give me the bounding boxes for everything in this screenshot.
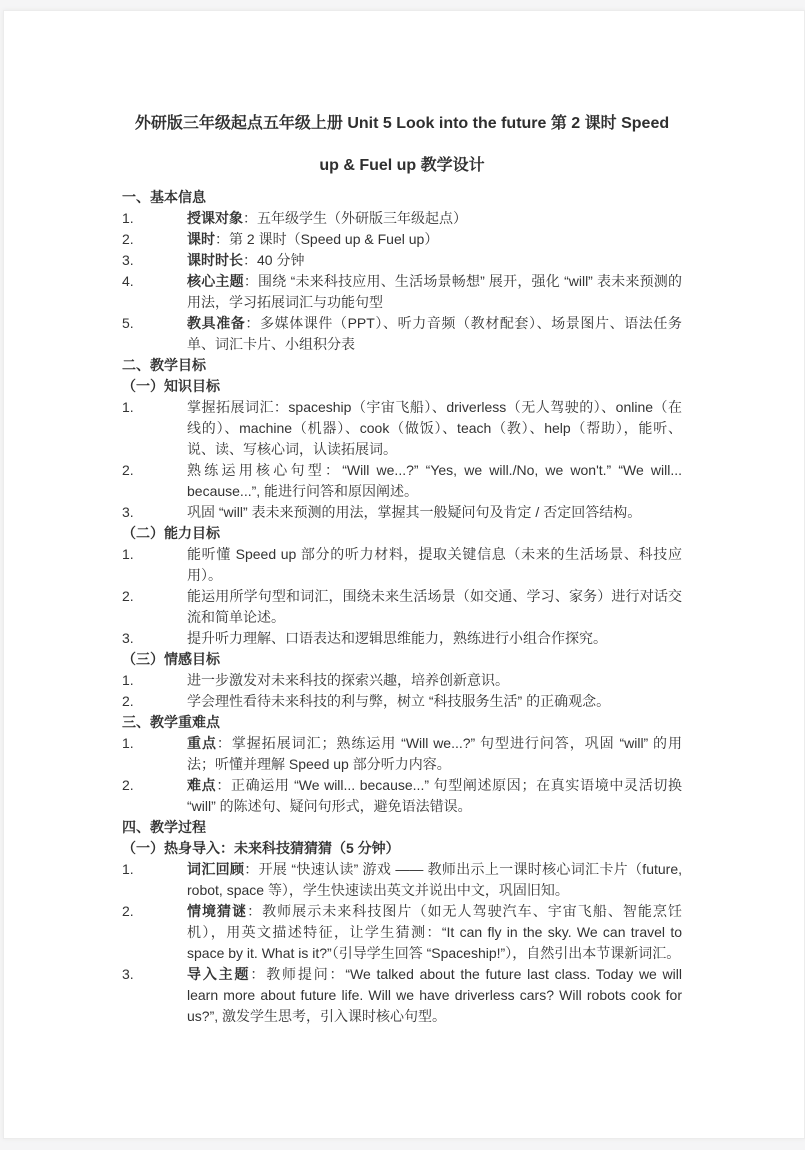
list-item: [122, 586, 682, 628]
list-item-body: 进一步激发对未来科技的探索兴趣，培养创新意识。: [187, 672, 509, 688]
list-item-text: [187, 859, 682, 901]
list-item: [122, 670, 682, 691]
list-item-text: [187, 901, 682, 964]
list-item-text: [187, 964, 682, 1027]
list-item-text: [187, 586, 682, 628]
list-item: [122, 901, 682, 964]
subsection-heading-knowledge-goals: （一）知识目标: [122, 378, 220, 394]
document-title-line-2: up & Fuel up 教学设计: [319, 157, 485, 174]
list-item-number: 3.: [122, 504, 134, 520]
list-item: [122, 733, 682, 775]
list-item: [122, 271, 682, 313]
list-item-number: 1.: [122, 399, 134, 415]
list-item-text: [187, 670, 682, 691]
list-item-text: [187, 229, 682, 250]
subsection-heading-ability-goals: （二）能力目标: [122, 525, 220, 541]
list-item-text: [187, 502, 682, 523]
list-item: [122, 397, 682, 460]
document-title: [122, 103, 682, 187]
list-item: [122, 859, 682, 901]
list-item: [122, 775, 682, 817]
list-item-label: 授课对象: [187, 210, 243, 226]
list-item-number: 3.: [122, 966, 134, 982]
list-item: [122, 691, 682, 712]
list-item-number: 1.: [122, 210, 134, 226]
list-item: [122, 964, 682, 1027]
section-heading-key-difficult-points: 三、教学重难点: [122, 714, 220, 730]
list-item-number: 2.: [122, 588, 134, 604]
subsection-heading-emotion-goals: （三）情感目标: [122, 651, 220, 667]
list-item-text: [187, 313, 682, 355]
list-item-number: 1.: [122, 672, 134, 688]
list-item: [122, 229, 682, 250]
list-item-number: 1.: [122, 546, 134, 562]
list-item-body: ：教师展示未来科技图片（如无人驾驶汽车、宇宙飞船、智能烹饪机），用英文描述特征，让学生猜测：“It can fly in the sky. We can travel to space by it. What is it?”（引导学生回答 “Spaceship!”），自然引出本节课新词汇。: [187, 903, 682, 961]
section-heading-basic-info: 一、基本信息: [122, 189, 206, 205]
list-item: [122, 544, 682, 586]
list-item-number: 2.: [122, 462, 134, 478]
list-item-number: 2.: [122, 777, 134, 793]
list-item-text: [187, 733, 682, 775]
list-item-label: 词汇回顾: [187, 861, 245, 877]
list-item-label: 课时: [187, 231, 215, 247]
list-item-label: 情境猜谜: [187, 903, 248, 919]
list-item-body: 巩固 “will” 表未来预测的用法，掌握其一般疑问句及肯定 / 否定回答结构。: [187, 504, 642, 520]
list-item-number: 2.: [122, 693, 134, 709]
list-item-text: [187, 397, 682, 460]
list-item-body: 熟练运用核心句型：“Will we...?” “Yes, we will./No, we won't.” “We will... because...”, 能进行问答和原因阐述。: [187, 462, 682, 499]
list-item-text: [187, 208, 682, 229]
document-title-line-1: 外研版三年级起点五年级上册 Unit 5 Look into the future 第 2 课时 Speed: [134, 115, 670, 132]
list-item-number: 1.: [122, 735, 134, 751]
list-item-body: ：开展 “快速认读” 游戏 —— 教师出示上一课时核心词汇卡片（future, robot, space 等），学生快速读出英文并说出中文，巩固旧知。: [187, 861, 682, 898]
list-item-label: 核心主题: [187, 273, 244, 289]
list-item-number: 2.: [122, 903, 134, 919]
subsection-heading-warmup: （一）热身导入：未来科技猜猜猜（5 分钟）: [122, 840, 400, 856]
list-item-number: 1.: [122, 861, 134, 877]
list-item-text: [187, 250, 682, 271]
list-item-text: [187, 628, 682, 649]
list-item-number: 4.: [122, 273, 134, 289]
list-item-number: 3.: [122, 252, 134, 268]
list-item-label: 重点: [187, 735, 217, 751]
list-item-text: [187, 775, 682, 817]
list-item-body: ：掌握拓展词汇；熟练运用 “Will we...?” 句型进行问答，巩固 “will” 的用法；听懂并理解 Speed up 部分听力内容。: [187, 735, 683, 772]
document-content: [4, 11, 804, 1027]
list-item-body: ：多媒体课件（PPT）、听力音频（教材配套）、场景图片、语法任务单、词汇卡片、小组积分表: [187, 315, 683, 352]
list-item-body: ：正确运用 “We will... because...” 句型阐述原因；在真实语境中灵活切换 “will” 的陈述句、疑问句形式，避免语法错误。: [187, 777, 682, 814]
list-item-text: [187, 691, 682, 712]
list-item: [122, 460, 682, 502]
list-item-text: [187, 460, 682, 502]
list-item-body: ：教师提问：“We talked about the future last class. Today we will learn more about future life. Will we have driverless cars? Will robots cook for us?”, 激发学生思考，引入课时核心句型。: [187, 966, 683, 1024]
section-heading-teaching-goals: 二、教学目标: [122, 357, 206, 373]
list-item-label: 课时时长: [187, 252, 243, 268]
list-item-number: 5.: [122, 315, 134, 331]
list-item: [122, 250, 682, 271]
list-item-body: 提升听力理解、口语表达和逻辑思维能力，熟练进行小组合作探究。: [187, 630, 607, 646]
list-item-body: ：40 分钟: [243, 252, 305, 268]
document-page: [3, 10, 805, 1139]
list-item-text: [187, 544, 682, 586]
list-item-label: 教具准备: [187, 315, 246, 331]
list-item-text: [187, 271, 682, 313]
list-item: [122, 628, 682, 649]
list-item: [122, 313, 682, 355]
list-item: [122, 208, 682, 229]
list-item-body: 学会理性看待未来科技的利与弊，树立 “科技服务生活” 的正确观念。: [187, 693, 611, 709]
list-item-body: ：第 2 课时（Speed up & Fuel up）: [215, 231, 439, 247]
list-item-number: 3.: [122, 630, 134, 646]
list-item-body: ：五年级学生（外研版三年级起点）: [243, 210, 467, 226]
list-item-body: 能运用所学句型和词汇，围绕未来生活场景（如交通、学习、家务）进行对话交流和简单论述。: [187, 588, 682, 625]
list-item-body: 能听懂 Speed up 部分的听力材料，提取关键信息（未来的生活场景、科技应用）。: [187, 546, 682, 583]
list-item-body: ：围绕 “未来科技应用、生活场景畅想” 展开，强化 “will” 表未来预测的用法，学习拓展词汇与功能句型: [187, 273, 682, 310]
list-item-label: 导入主题: [187, 966, 251, 982]
section-heading-teaching-process: 四、教学过程: [122, 819, 206, 835]
list-item-number: 2.: [122, 231, 134, 247]
list-item-body: 掌握拓展词汇：spaceship（宇宙飞船）、driverless（无人驾驶的）、online（在线的）、machine（机器）、cook（做饭）、teach（教）、help（帮助），能听、说、读、写核心词，认读拓展词。: [187, 399, 682, 457]
list-item-label: 难点: [187, 777, 217, 793]
list-item: [122, 502, 682, 523]
